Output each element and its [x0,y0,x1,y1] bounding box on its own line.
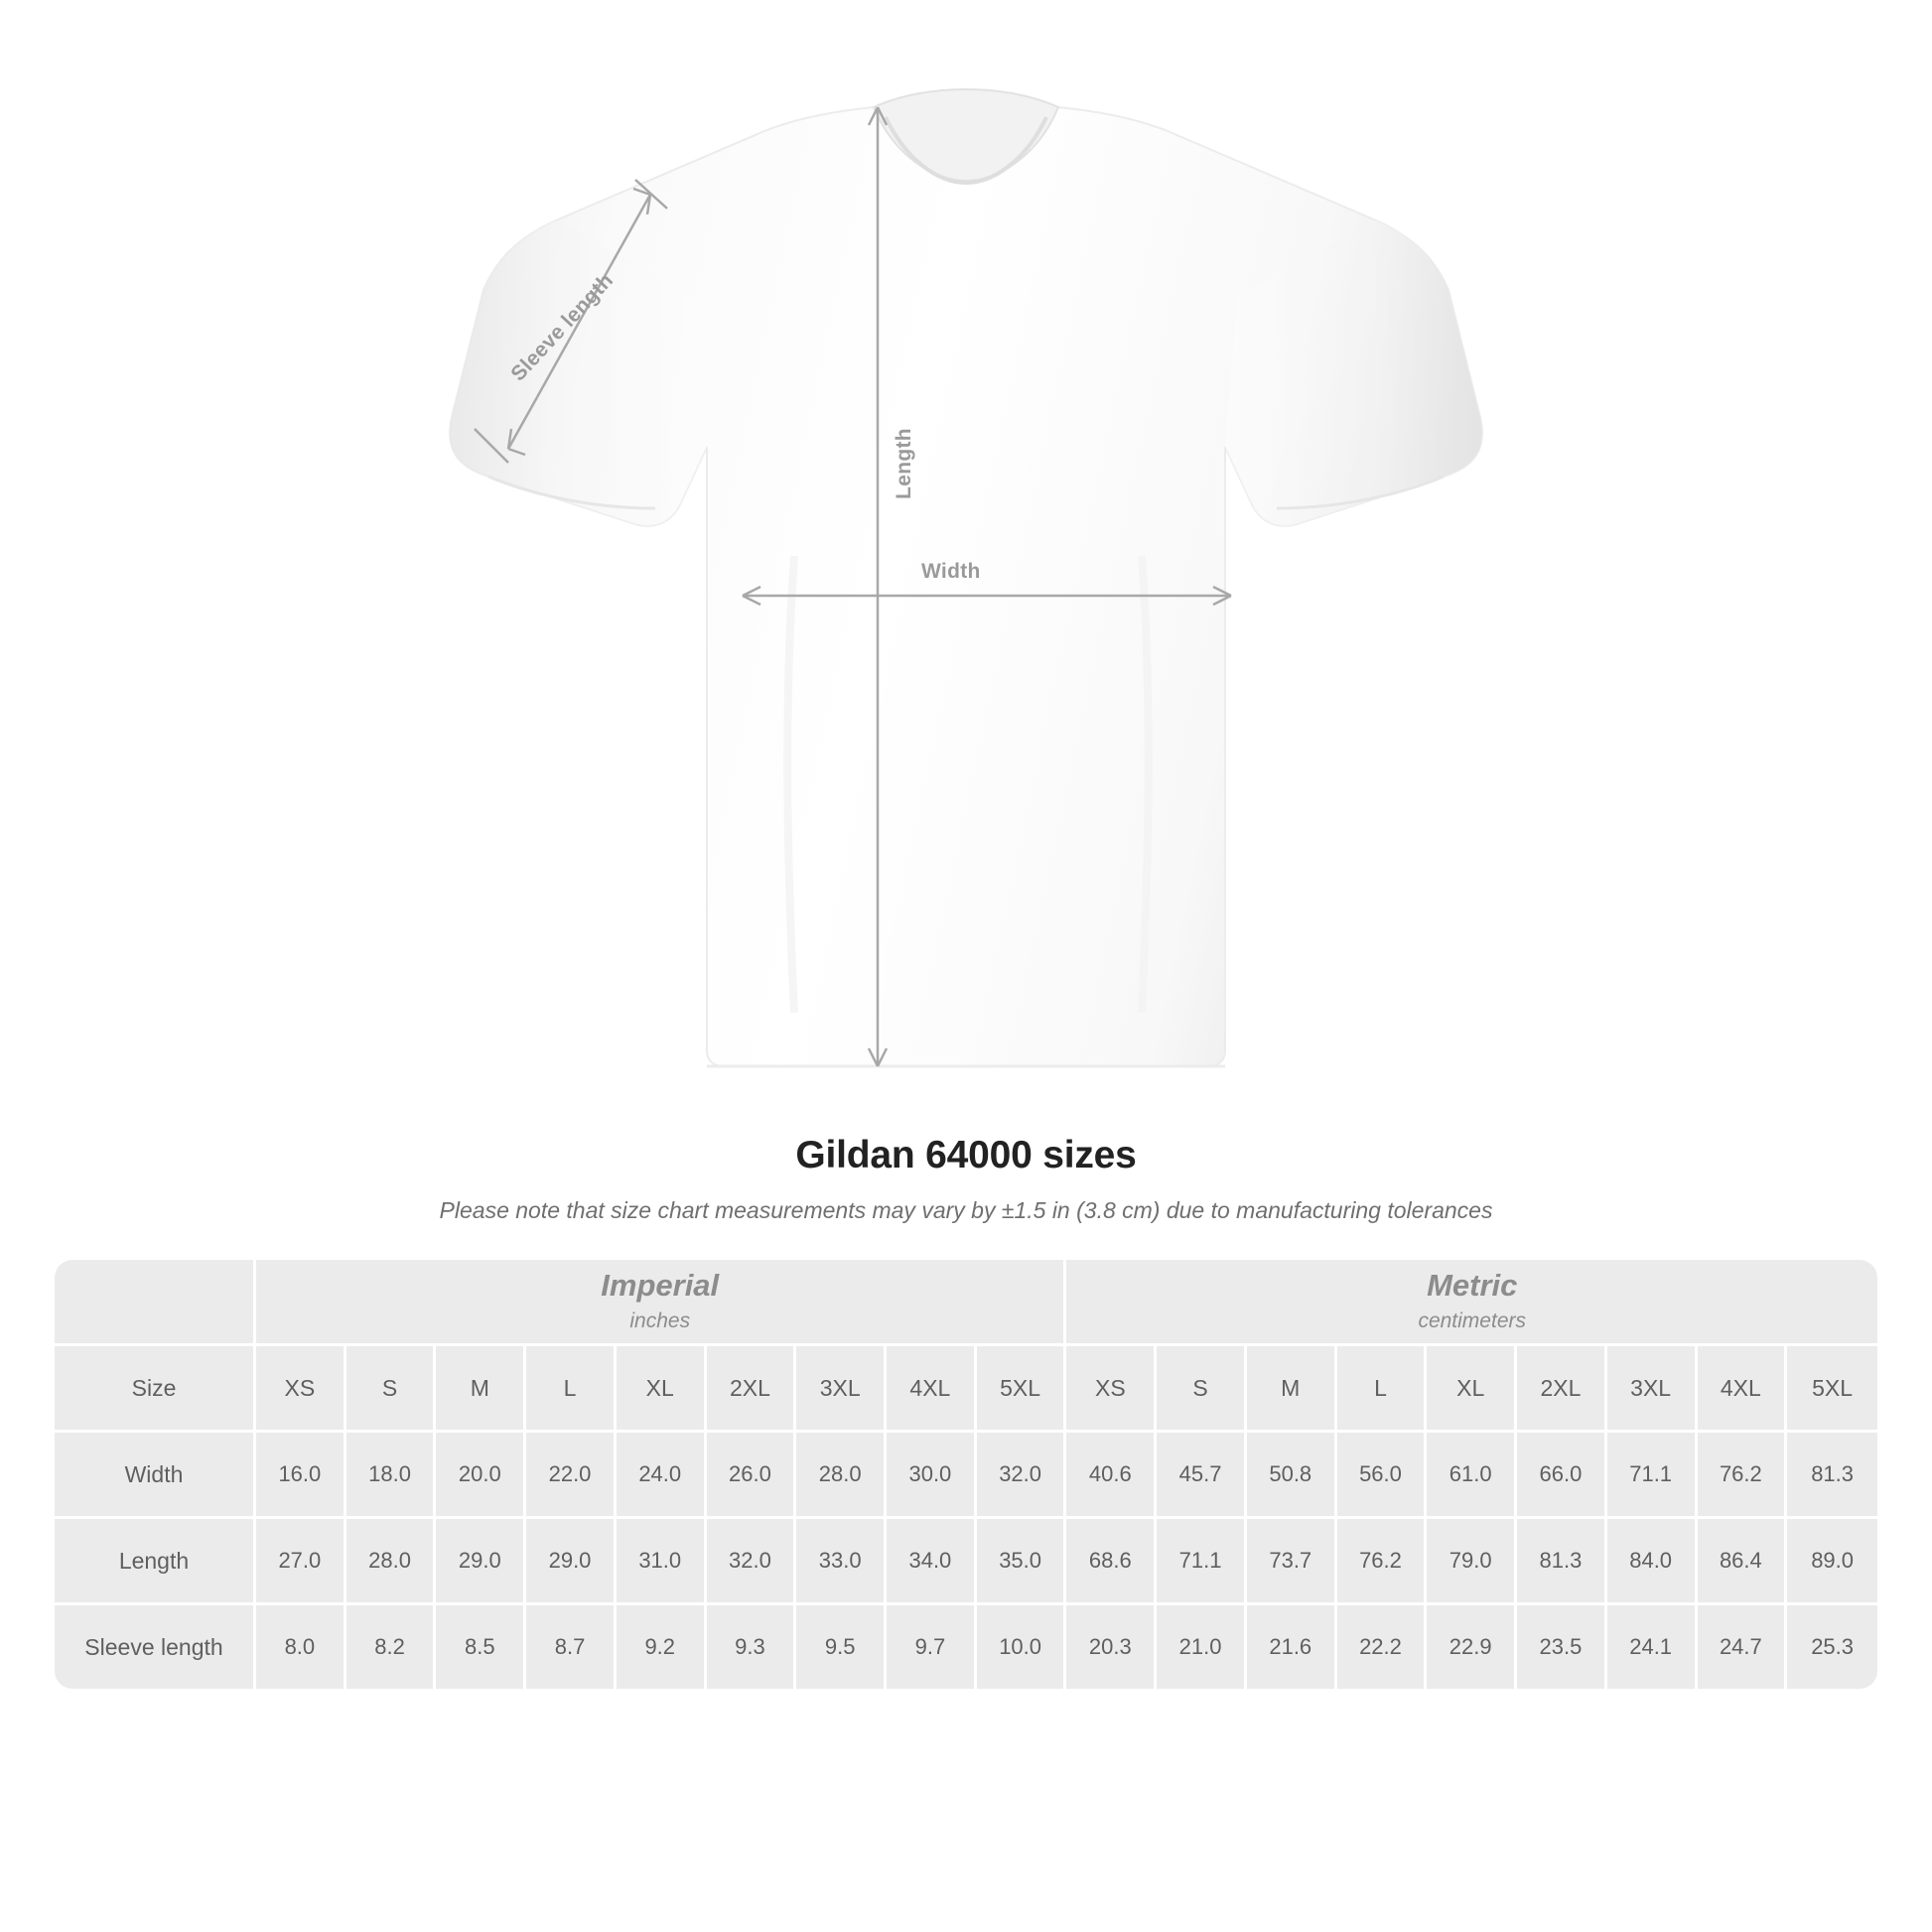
table-row [55,1519,1877,1605]
unit-name: Metric [1427,1267,1518,1303]
size-header-label: Size [55,1346,256,1433]
table-cell: 9.3 [707,1605,797,1689]
size-column-header: 2XL [707,1346,797,1433]
table-cell: 9.2 [617,1605,707,1689]
table-corner-cell [55,1260,256,1346]
table-cell: 8.0 [256,1605,346,1689]
table-cell: 20.0 [436,1433,526,1519]
table-cell: 79.0 [1427,1519,1517,1605]
table-cell: 56.0 [1337,1433,1428,1519]
size-column-header: 5XL [977,1346,1067,1433]
table-cell: 22.0 [526,1433,617,1519]
table-cell: 71.1 [1157,1519,1247,1605]
table-cell: 61.0 [1427,1433,1517,1519]
table-row [55,1433,1877,1519]
table-cell: 29.0 [526,1519,617,1605]
size-column-header: 4XL [1698,1346,1788,1433]
size-table-wrapper [55,1260,1877,1689]
table-cell: 24.1 [1607,1605,1698,1689]
size-column-header: S [346,1346,437,1433]
table-cell: 50.8 [1247,1433,1337,1519]
table-size-header-row [55,1346,1877,1433]
table-cell: 10.0 [977,1605,1067,1689]
row-label: Width [55,1433,256,1519]
table-row [55,1605,1877,1689]
table-cell: 86.4 [1698,1519,1788,1605]
table-cell: 68.6 [1066,1519,1157,1605]
table-cell: 32.0 [707,1519,797,1605]
unit-subtitle: centimeters [1418,1309,1526,1332]
table-cell: 89.0 [1787,1519,1877,1605]
table-cell: 73.7 [1247,1519,1337,1605]
table-cell: 24.7 [1698,1605,1788,1689]
size-column-header: S [1157,1346,1247,1433]
size-table [55,1260,1877,1689]
table-cell: 40.6 [1066,1433,1157,1519]
table-cell: 81.3 [1787,1433,1877,1519]
table-cell: 29.0 [436,1519,526,1605]
size-column-header: M [436,1346,526,1433]
sleeve-length-label: Sleeve length [506,268,619,386]
table-cell: 20.3 [1066,1605,1157,1689]
table-cell: 22.2 [1337,1605,1428,1689]
size-column-header: 3XL [1607,1346,1698,1433]
table-cell: 76.2 [1337,1519,1428,1605]
unit-header-metric [1066,1260,1877,1346]
unit-header-imperial [256,1260,1066,1346]
table-cell: 24.0 [617,1433,707,1519]
size-column-header: XS [1066,1346,1157,1433]
size-column-header: L [526,1346,617,1433]
table-cell: 9.5 [796,1605,887,1689]
size-column-header: M [1247,1346,1337,1433]
table-cell: 31.0 [617,1519,707,1605]
table-cell: 30.0 [887,1433,977,1519]
tolerance-note: Please note that size chart measurements may vary by ±1.5 in (3.8 cm) due to manufacturing tolerances [439,1197,1493,1223]
table-cell: 45.7 [1157,1433,1247,1519]
size-column-header: 2XL [1517,1346,1607,1433]
table-cell: 8.7 [526,1605,617,1689]
width-label: Width [921,560,981,583]
size-column-header: 4XL [887,1346,977,1433]
length-label: Length [892,428,915,499]
table-cell: 34.0 [887,1519,977,1605]
table-cell: 9.7 [887,1605,977,1689]
table-cell: 16.0 [256,1433,346,1519]
row-label: Sleeve length [55,1605,256,1689]
table-cell: 35.0 [977,1519,1067,1605]
table-cell: 81.3 [1517,1519,1607,1605]
size-column-header: XL [1427,1346,1517,1433]
heading-block [0,1134,1932,1224]
table-cell: 18.0 [346,1433,437,1519]
table-cell: 76.2 [1698,1433,1788,1519]
table-cell: 28.0 [346,1519,437,1605]
table-unit-header-row [55,1260,1877,1346]
table-cell: 84.0 [1607,1519,1698,1605]
table-cell: 66.0 [1517,1433,1607,1519]
table-cell: 21.6 [1247,1605,1337,1689]
row-label: Length [55,1519,256,1605]
table-cell: 8.2 [346,1605,437,1689]
table-cell: 71.1 [1607,1433,1698,1519]
unit-subtitle: inches [629,1309,691,1332]
table-cell: 21.0 [1157,1605,1247,1689]
size-column-header: L [1337,1346,1428,1433]
unit-name: Imperial [601,1267,720,1303]
size-column-header: XS [256,1346,346,1433]
size-column-header: 3XL [796,1346,887,1433]
table-cell: 28.0 [796,1433,887,1519]
page-title: Gildan 64000 sizes [795,1134,1137,1176]
size-column-header: 5XL [1787,1346,1877,1433]
table-cell: 25.3 [1787,1605,1877,1689]
table-cell: 32.0 [977,1433,1067,1519]
table-cell: 22.9 [1427,1605,1517,1689]
table-cell: 23.5 [1517,1605,1607,1689]
size-column-header: XL [617,1346,707,1433]
table-cell: 33.0 [796,1519,887,1605]
table-cell: 27.0 [256,1519,346,1605]
table-cell: 26.0 [707,1433,797,1519]
table-cell: 8.5 [436,1605,526,1689]
